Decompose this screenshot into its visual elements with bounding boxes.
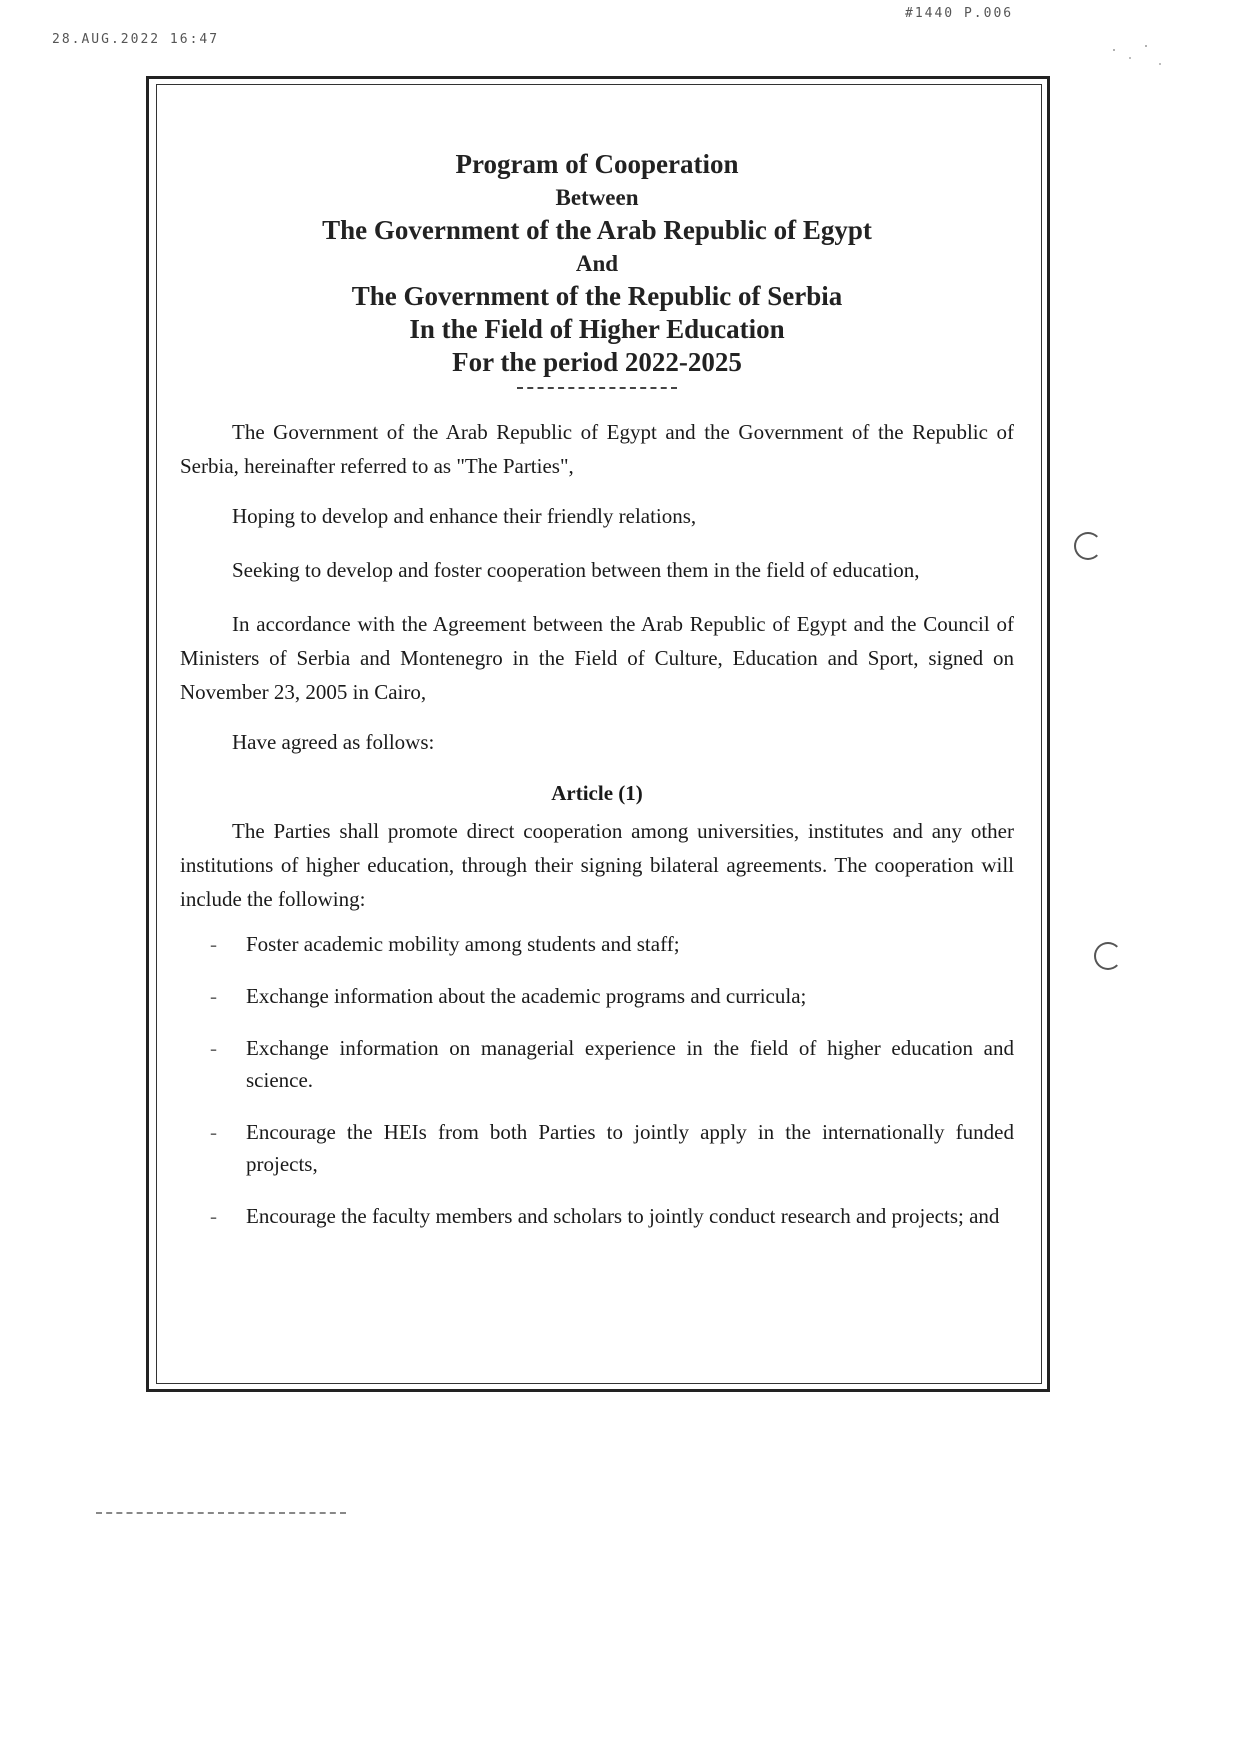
scan-noise (1110, 40, 1170, 70)
preamble-paragraph-2: Hoping to develop and enhance their friendly relations, (232, 504, 697, 528)
title-divider (517, 387, 677, 389)
document-title (180, 148, 1014, 389)
article-1-list (180, 928, 1014, 1232)
scan-artifact-line (96, 1512, 346, 1514)
title-line-1: Program of Cooperation (455, 149, 739, 179)
article-1-intro: The Parties shall promote direct cooperation among universities, institutes and any other institutions of higher education, through their signing bilateral agreements. The cooperation will include the following: (180, 819, 1014, 911)
title-line-7: For the period 2022-2025 (452, 347, 742, 377)
title-line-6: In the Field of Higher Education (409, 314, 785, 344)
list-item-text: Exchange information about the academic programs and curricula; (246, 984, 807, 1008)
punch-hole-mark-upper (1074, 532, 1102, 560)
list-item (180, 1116, 1014, 1180)
bullet-dash: - (210, 1204, 217, 1228)
list-item (180, 1200, 1014, 1232)
article-1-heading: Article (1) (551, 781, 643, 805)
fax-page-number: #1440 P.006 (905, 6, 1014, 21)
list-item (180, 1032, 1014, 1096)
title-line-3: The Government of the Arab Republic of Egypt (322, 215, 872, 245)
list-item-text: Exchange information on managerial experience in the field of higher education and science. (246, 1036, 1014, 1092)
preamble-paragraph-1: The Government of the Arab Republic of Egypt and the Government of the Republic of Serbia, hereinafter referred to as "The Parties", (180, 420, 1014, 478)
preamble-paragraph-5: Have agreed as follows: (232, 730, 435, 754)
bullet-dash: - (210, 1120, 217, 1144)
preamble-paragraph-3: Seeking to develop and foster cooperation between them in the field of education, (232, 558, 920, 582)
bullet-dash: - (210, 1036, 217, 1060)
list-item-text: Encourage the faculty members and scholars to jointly conduct research and projects; and (246, 1204, 1000, 1228)
title-line-4: And (575, 251, 619, 276)
punch-hole-mark-lower (1094, 942, 1122, 970)
fax-timestamp: 28.AUG.2022 16:47 (52, 32, 220, 47)
title-line-5: The Government of the Republic of Serbia (351, 281, 843, 311)
list-item (180, 928, 1014, 960)
document-body (180, 148, 1014, 1252)
bullet-dash: - (210, 932, 217, 956)
preamble-paragraph-4: In accordance with the Agreement between the Arab Republic of Egypt and the Council of Ministers of Serbia and Montenegro in the Field of Culture, Education and Sport, signed on November 23, 2005 in Cairo, (180, 612, 1014, 704)
list-item-text: Encourage the HEIs from both Parties to jointly apply in the internationally funded projects, (246, 1120, 1014, 1176)
title-line-2: Between (555, 185, 639, 210)
bullet-dash: - (210, 984, 217, 1008)
list-item-text: Foster academic mobility among students and staff; (246, 932, 680, 956)
list-item (180, 980, 1014, 1012)
